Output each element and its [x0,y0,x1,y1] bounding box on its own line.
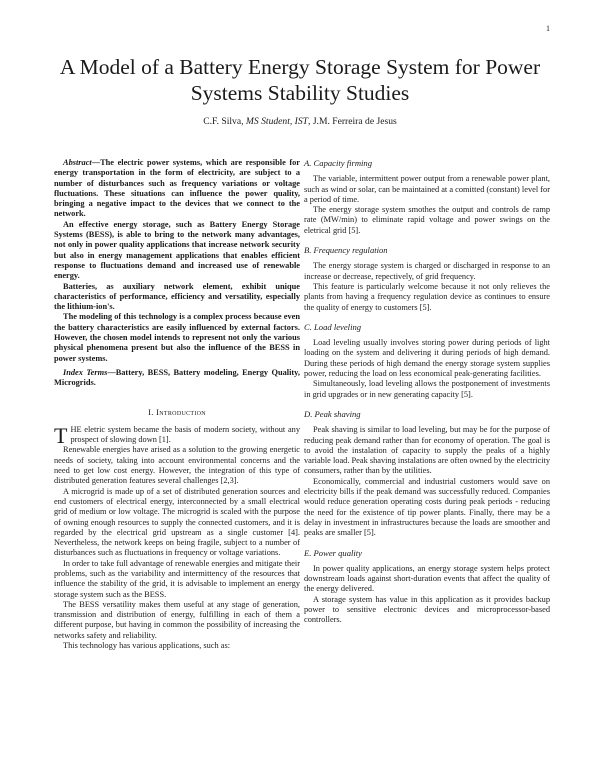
author-role: MS Student, IST [245,116,309,127]
section-b-paragraph-2: This feature is particularly welcome because it not only relieves the plants from having a frequency regulation device as continues to ensure the quality of energy to customers [5]. [304,281,550,312]
intro-paragraph-1: THE eletric system became the basis of modern society, without any prospect of slowing down [1]. [54,422,300,448]
section-a-paragraph-1: The variable, intermittent power output from a renewable power plant, such as wind or solar, can be maintained at a comitted (constant) level for a period of time. [304,174,550,204]
dropcap: T [54,422,68,448]
paper-title: A Model of a Battery Energy Storage System for Power Systems Stability Studies [59,55,541,105]
intro-paragraph-4: In order to take full advantage of renewable energies and mitigate their problems, such as the variability and intermittency of the resources that influence the stability of the grid, it is advisable to implement an energy storage system such as the BESS. [54,558,300,599]
page-number: 1 [546,24,550,33]
abstract [54,158,300,364]
introduction-heading: I. Introduction [148,406,206,417]
intro-paragraph-2: Renewable energies have arised as a solution to the growing energetic needs of society, taking into account environmental concerns and the need to get low cost energy. However, the integration of this type of distributed generation features several challenges [2,3]. [54,445,300,486]
index-terms-lead: Index Terms [63,367,108,377]
section-a-paragraph-2: The energy storage system smothes the output and controls de ramp rate (MW/min) to eliminate rapid voltage and power swings on the eletrical grid [5]. [304,205,550,235]
abstract-paragraph-3: Batteries, as auxiliary network element, exhibit unique characteristics of performance, efficiency and versatility, especially the lithium-ion's. [54,281,300,312]
section-b-paragraph-1: The energy storage system is charged or discharged in response to an increase or decrease, repectively, of grid frequency. [304,261,550,281]
section-d-paragraph-2: Economically, commercial and industrial customers would save on electricity bills if the peak demand was successfully reduced. Companies would reduce generation operating costs during peak periods - reducing the need for the existence of tip power plants. Finally, there may be a delay in investment in infrastructures because the loads are smoother and peaks are smaller [5]. [304,476,550,538]
section-c-heading: C. Load leveling [304,321,362,332]
section-e-paragraph-1: In power quality applications, an energy storage system helps protect downstream loads against short-duration events that affect the quality of the energy delivered. [304,563,550,594]
section-d-paragraph-1: Peak shaving is similar to load leveling, but may be for the purpose of reducing peak demand rather than for economy of operation. The goal is to avoid the instalation of capacity to supply the peaks of a highly variable load. Peak shaving instalations are often owned by the electricity consumers, rather than by the utilities. [304,425,550,476]
section-d-heading: D. Peak shaving [304,408,361,419]
abstract-lead: Abstract [63,158,92,167]
authors [40,116,560,127]
index-terms: Index Terms—Battery, BESS, Battery modeling, Energy Quality, Microgrids. [54,367,300,388]
section-a-heading: A. Capacity firming [304,158,373,168]
right-column [304,158,550,626]
section-b-heading: B. Frequency regulation [304,245,388,256]
section-e-heading: E. Power quality [304,547,362,558]
intro-paragraph-6: This technology has various applications, such as: [63,641,231,651]
author-names-2: , J.M. Ferreira de Jesus [308,116,397,127]
abstract-paragraph-4: The modeling of this technology is a complex process because even the battery characteristics are easily influenced by external factors. However, the chosen model intends to represent not only the various physical phenomena present but also the influence of the BESS in power systems. [54,312,300,363]
left-column [54,158,300,651]
section-c-paragraph-2: Simultaneously, load leveling allows the postponement of investments in grid upgrades or in new generating capacity [5]. [304,379,550,399]
author-names-1: C.F. Silva, [203,116,246,127]
abstract-paragraph-2: An effective energy storage, such as Battery Energy Storage Systems (BESS), is able to bring to the network many advantages, not only in power quality applications that increase network security but also in energy management applications that enables efficient response to fluctuations demand and increased use of renewable energy. [54,219,300,281]
section-c-paragraph-1: Load leveling usually involves storing power during periods of light loading on the system and delivering it during periods of high demand. During these periods of high demand the energy storage system supplies power, reducing the load on less economical peak-generating facilities. [304,338,550,379]
intro-paragraph-5: The BESS versatility makes them useful at any stage of generation, transmission and distribution of energy, fulfilling in each of them a different purpose, but having in common the possibility of increasing the networks safety and reliability. [54,599,300,640]
section-e-paragraph-2: A storage system has value in this application as it provides backup power to sensitive electronic devices and microprocessor-based controllers. [304,594,550,625]
abstract-paragraph-1: Abstract—The electric power systems, which are responsible for energy transportation in the form of electricity, are subject to a number of disturbances such as frequency variations or voltage fluctuations. These situations can influence the power quality, bringing a negative impact to the devices that we connect to the network. [54,158,300,219]
intro-paragraph-3: A microgrid is made up of a set of distributed generation sources and end customers of electrical energy, interconnected by a small electrical grid of medium or low voltage. The microgrid is scaled with the purpose of owning enough resources to supply the connected customers, and it is regarded by the electrical grid upstream as a single customer [4]. Nevertheless, the network keeps on being fragile, subject to a number of disturbances such as fluctuations in frequency or voltage variations. [54,486,300,558]
